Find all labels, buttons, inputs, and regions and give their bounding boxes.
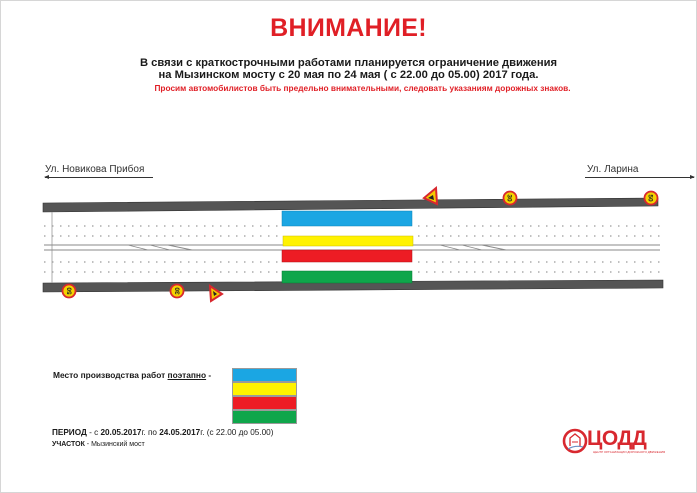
legend-swatch-stage-3 <box>232 396 297 410</box>
logo-name: ЦОДД <box>587 427 647 450</box>
legend-swatch-stage-2 <box>232 382 297 396</box>
codd-logo-icon <box>562 428 588 454</box>
speed-limit-30-icon <box>504 192 517 205</box>
period-label: ПЕРИОД <box>52 428 87 437</box>
svg-text:30: 30 <box>505 194 513 202</box>
svg-text:50: 50 <box>66 287 74 295</box>
logo-subtitle: ЦЕНТР ОРГАНИЗАЦИИ ДОРОЖНОГО ДВИЖЕНИЯ <box>593 450 666 454</box>
legend-label <box>53 370 211 380</box>
work-zone-stage-1 <box>282 211 412 226</box>
speed-limit-50-icon <box>63 285 76 298</box>
work-zone-stage-3 <box>282 250 412 262</box>
legend-label-prefix: Место производства работ <box>53 370 168 380</box>
section-label: УЧАСТОК <box>52 441 85 448</box>
speed-limit-30-icon <box>171 285 184 298</box>
period-date-from: 20.05.2017 <box>100 428 142 437</box>
period-text: - с <box>86 428 101 437</box>
notice-line-1: В связи с краткострочными работами планируется ограничение движения <box>139 57 558 69</box>
legend-label-suffix: - <box>206 370 212 380</box>
period-text: г. по <box>141 428 160 437</box>
legend-label-underlined: поэтапно <box>167 370 207 380</box>
legend-swatch-stage-1 <box>232 368 297 382</box>
notice-warning: Просим автомобилистов быть предельно внимательными, следовать указаниям дорожных знаков. <box>154 83 571 93</box>
notice-title: ВНИМАНИЕ! <box>270 14 427 42</box>
section-info <box>52 441 145 448</box>
period-date-to: 24.05.2017 <box>159 428 201 437</box>
legend-swatch-stage-4 <box>232 410 297 424</box>
section-text: - Мызинский мост <box>84 441 145 448</box>
notice-line-2: на Мызинском мосту с 20 мая по 24 мая ( с 22.00 до 05.00) 2017 года. <box>158 69 539 81</box>
street-label-right: Ул. Ларина <box>587 164 639 175</box>
speed-limit-50-icon <box>645 192 658 205</box>
street-label-left: Ул. Новикова Прибоя <box>45 164 145 175</box>
period-info <box>52 428 273 437</box>
period-text: г. (с 22.00 до 05.00) <box>200 428 274 437</box>
svg-text:30: 30 <box>174 287 182 295</box>
svg-text:50: 50 <box>646 194 654 202</box>
work-zone-stage-2 <box>283 236 413 246</box>
work-zone-stage-4 <box>282 271 412 283</box>
